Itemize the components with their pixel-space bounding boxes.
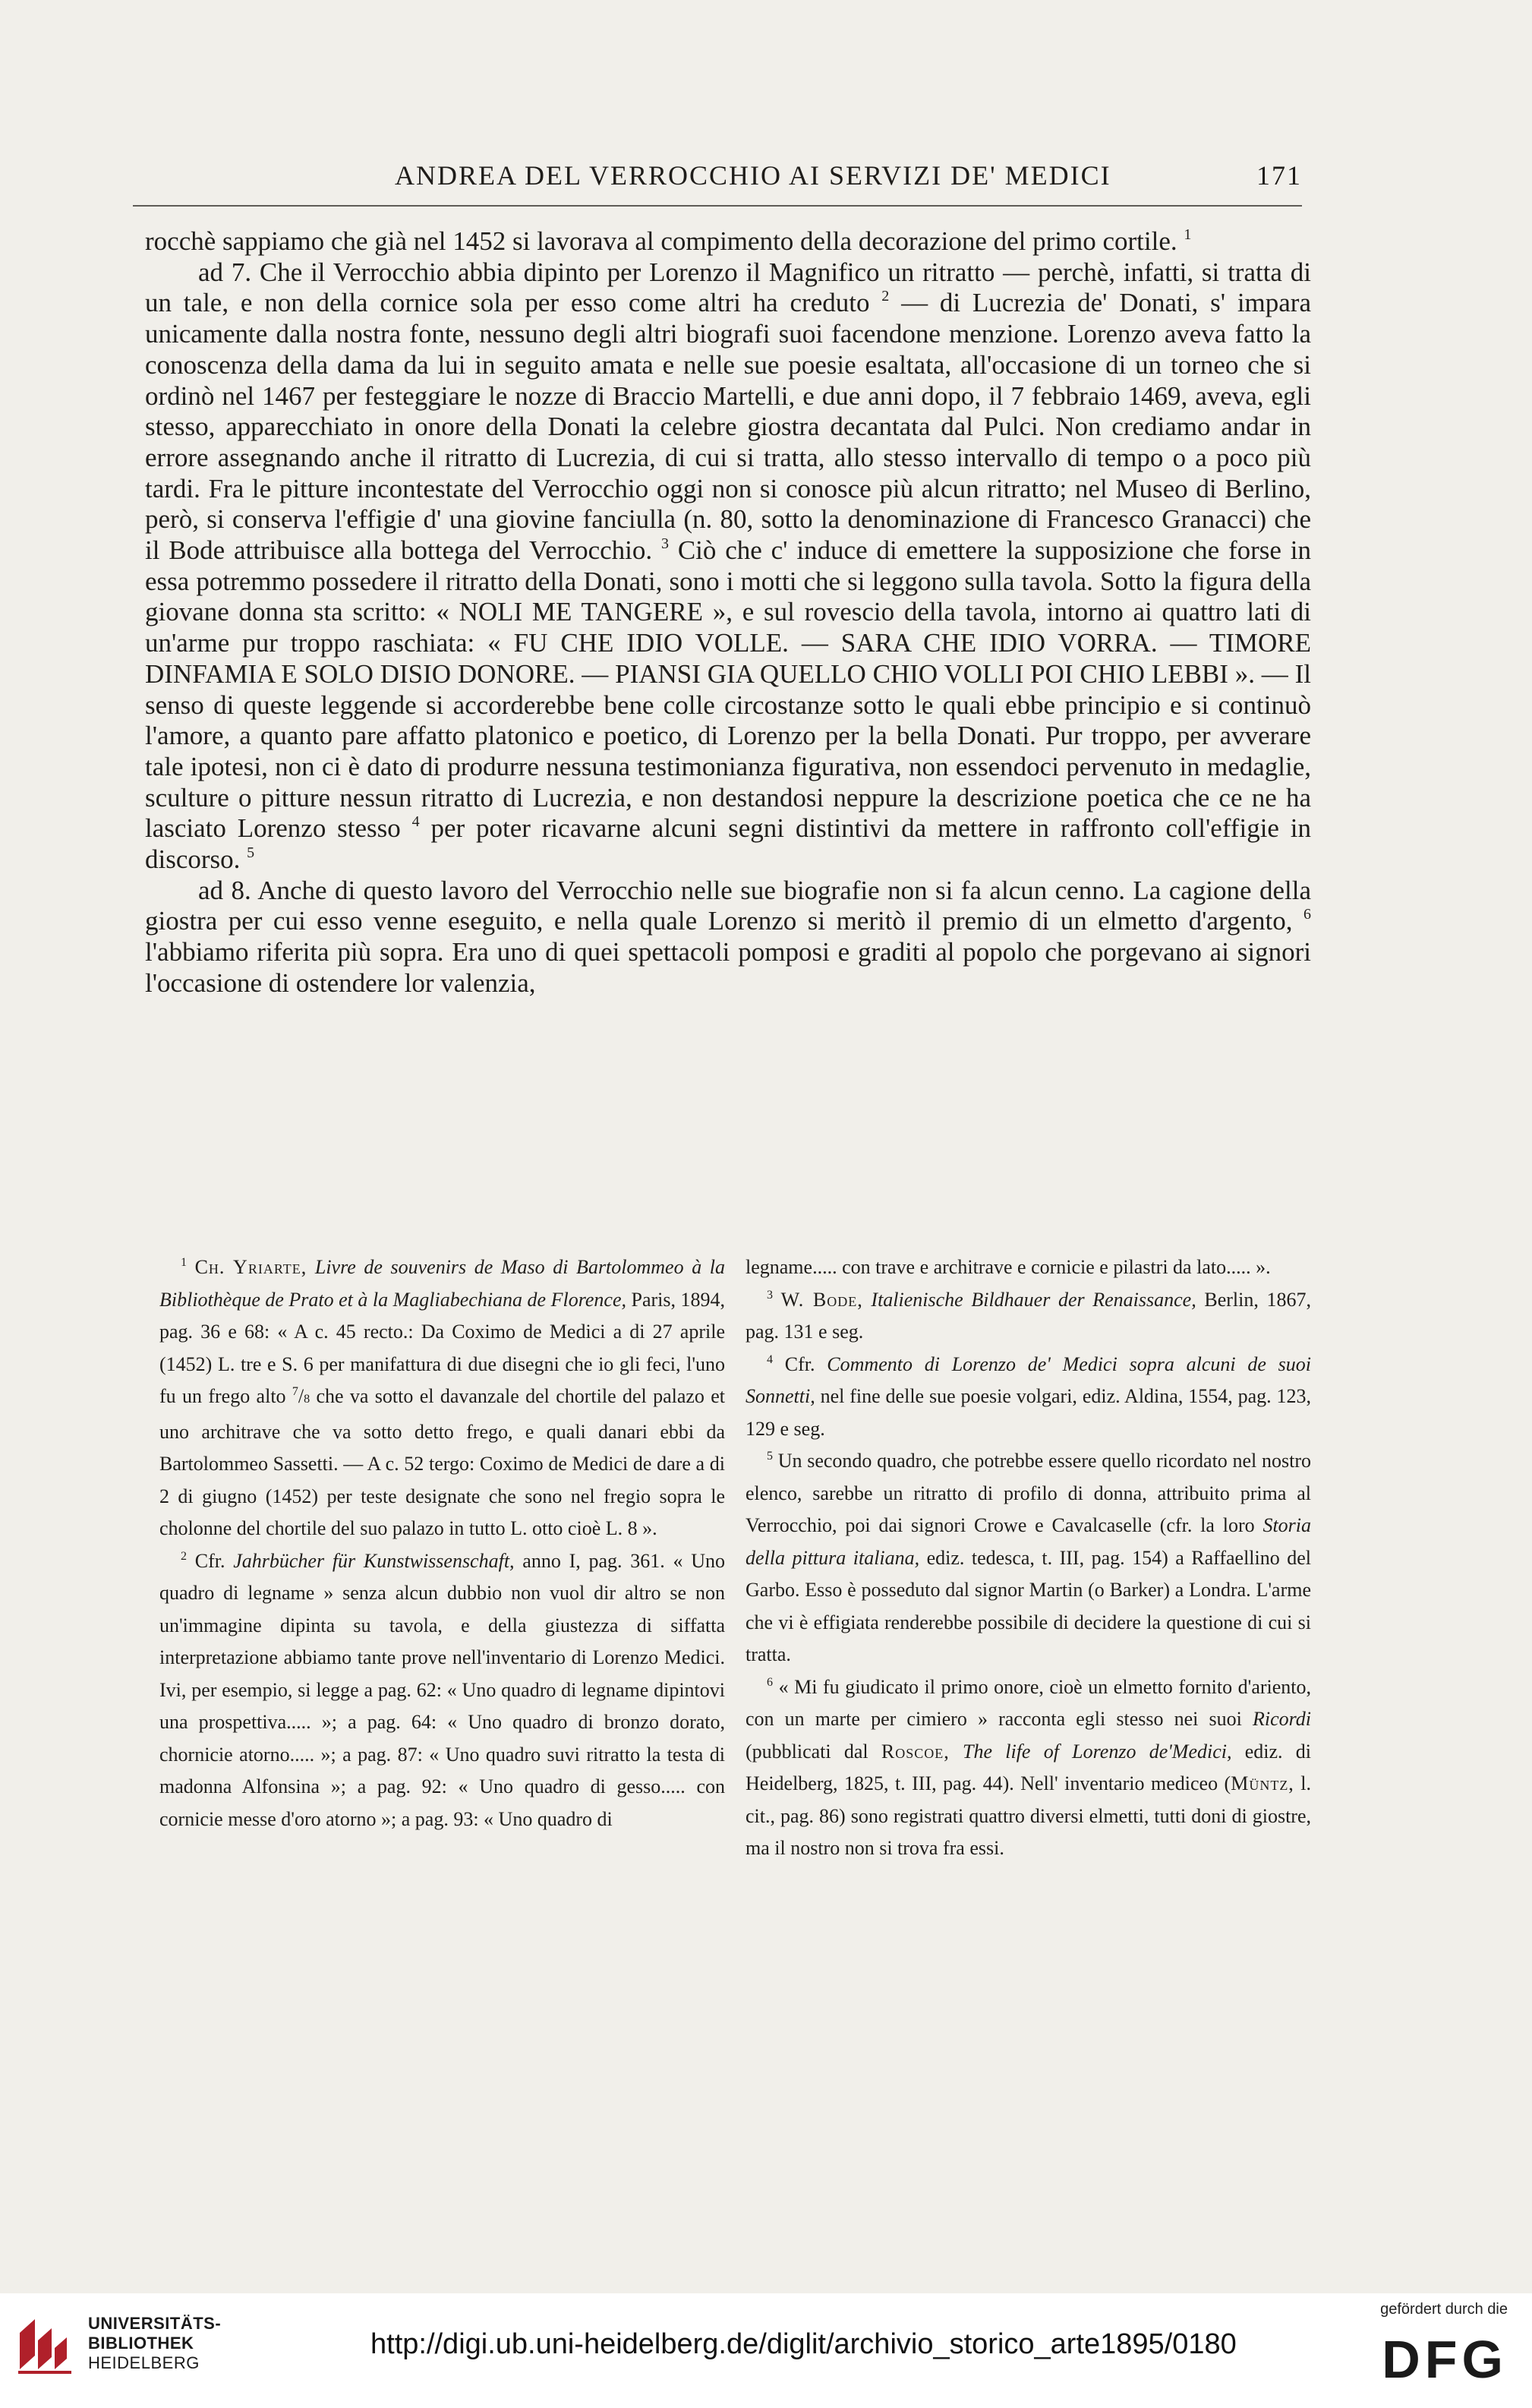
footnote-4 [746,1349,1311,1446]
footnotes-right-column [746,1251,1311,1865]
fraction-numerator: 7 [292,1385,298,1398]
footnote-2-continued [746,1251,1311,1284]
footnote-text: (pubblicati dal [746,1740,868,1763]
footnote-text: Berlin, 1867, pag. 131 e seg. [746,1288,1311,1343]
paragraph-3 [145,876,1311,999]
footnote-author: Müntz, [1231,1772,1294,1794]
footnote-3 [746,1284,1311,1349]
footnote-mark: 4 [767,1352,773,1366]
footnote-text: Cfr. [194,1549,225,1572]
footnote-text: « Mi fu giudicato il primo onore, cioè un elmetto fornito d'ariento, con un marte per cimiero » racconta egli stesso nei suoi [746,1675,1312,1730]
footnote-text: legname..... con trave e architrave e cornicie e pilastri da lato..... ». [746,1256,1271,1278]
footnote-author: Ch. Yriarte, [194,1256,307,1278]
footnote-title: Commento di Lorenzo de' Medici sopra alcuni de suoi Sonnetti, [746,1352,1312,1407]
note-ref[interactable]: 6 [1303,906,1312,923]
page-number: 171 [1256,160,1302,191]
paragraph-text: ad 8. Anche di questo lavoro del Verrocchio nelle sue biografie non si fa alcun cenno. La cagione della giostra per cui esso venne eseguito, e nella quale Lorenzo si meritò il premio di un elmetto d'argento, [145,875,1311,936]
footnote-title: The life of Lorenzo de'Medici, [963,1740,1232,1763]
paragraph-text: per poter ricavarne alcuni segni distintivi da mettere in raffronto coll'effigie in discorso. [145,813,1312,875]
footnote-text: che va sotto el davanzale del chortile del palazo et uno architrave che va sotto detto frego, e quali danari ebbi da Bartolommeo Sassetti. — A c. 52 tergo: Coximo de Medici de dare a di 2 di giugno (1452) per teste designate che sono nel fregio sopra le cholonne del chortile del suo palazo in tutto L. otto cioè L. 8 ». [159,1385,726,1539]
footnote-title: Italienische Bildhauer der Renaissance, [871,1288,1196,1311]
paragraph-text: — di Lucrezia de' Donati, s' impara unicamente dalla nostra fonte, nessuno degli altri biografi suoi facendone menzione. Lorenzo aveva fatto la conoscenza della dama da lui in seguito amata e nelle sue poesie esaltata, all'occasione di un torneo che si ordinò nel 1467 per festeggiare le nozze di Braccio Martelli, e due anni dopo, il 7 febbraio 1469, aveva, egli stesso, apparecchiato in onore della Donati la celebre giostra decantata dal Pulci. Non crediamo andar in errore assegnando anche il ritratto di Lucrezia, di cui si tratta, allo stesso intervallo di tempo o a poco più tardi. Fra le pitture incontestate del Verrocchio oggi non si conosce più alcun ritratto; nel Museo di Berlino, però, si conserva l'effigie d' una giovine fanciulla (n. 80, sotto la denominazione di Francesco Granacci) che il Bode attribuisce alla bottega del Verrocchio. [145,288,1312,566]
fraction-denominator: 8 [304,1393,310,1406]
footnote-author: Roscoe, [881,1740,950,1763]
library-name [88,2314,221,2373]
footnote-2 [159,1545,725,1836]
main-text [145,226,1311,999]
permalink-url[interactable]: http://digi.ub.uni-heidelberg.de/diglit/archivio_storico_arte1895/0180 [370,2328,1237,2360]
footnote-text: ediz. di Heidelberg, 1825, t. III, pag. 44). Nell' inventario mediceo ( [746,1740,1312,1794]
footnote-1: $^1$ Ch. Yriarte, Livre de souvenirs de Maso di Bartolommeo à la Bibliothèque de Prato et à la Magliabechiana de Florence, Paris, 1894, pag. 36 e 68: « A c. 45 recto.: Da Coximo de Medici a di 27 aprile (1452) L. tre e S. 6 per manifattura di due disegni che io gli feci, l'uno fu un frego alto $^7$/8 che va sotto el davanzale del chortile del palazo et uno architrave che va sotto detto frego, e quali danari ebbi da Bartolommeo Sassetti. — A c. 52 tergo: Coximo de Medici de dare a di 2 di giugno (1452) per teste designate che sono nel fregio sopra le cholonne del chortile del suo palazo in tutto L. otto cioè L. 8 ». [159,1256,726,1539]
footnote-title: Storia della pittura italiana, [746,1514,1312,1569]
footnote-mark: 3 [767,1288,773,1302]
footnote-text: ediz. tedesca, t. III, pag. 154) a Raffaellino del Garbo. Esso è posseduto dal signor Martin (o Barker) a Londra. L'arme che vi è effigiata renderebbe possibile di decidere la questione di cui si tratta. [746,1546,1311,1665]
running-title: ANDREA DEL VERROCCHIO AI SERVIZI DE' MEDICI [395,160,1111,191]
note-ref[interactable]: 5 [247,844,255,862]
note-ref[interactable]: 1 [1184,226,1192,243]
footnote-author: W. Bode, [780,1288,863,1311]
footnote-6 [746,1671,1311,1865]
footnote-text: Un secondo quadro, che potrebbe essere quello ricordato nel nostro elenco, sarebbe un ritratto di profilo di donna, attribuito prima al Verrocchio, poi dai signori Crowe e Cavalcaselle (cfr. la loro [746,1450,1311,1536]
footnote-text: Cfr. [784,1352,815,1375]
note-ref[interactable]: 2 [881,288,890,305]
footnote-5 [746,1445,1311,1671]
footnote-mark: 6 [767,1675,773,1689]
sponsor-note: gefördert durch die [1380,2301,1508,2318]
university-library-logo-icon [12,2310,80,2378]
footnote-title: Jahrbücher für Kunstwissenschaft, [233,1549,515,1572]
paragraph-text: ad 7. Che il Verrocchio abbia dipinto per Lorenzo il Magnifico un ritratto — perchè, infatti, si tratta di un tale, e non della cornice sola per esso come altri ha creduto [145,257,1311,318]
footnote-text: anno I, pag. 361. « Uno quadro di legname » senza alcun dubbio non vuol dir altro se non un'immagine dipinta su tavola, e della giustezza di siffatta interpretazione abbiamo tante prove nell'inventario di Lorenzo Medici. Ivi, per esempio, si legge a pag. 62: « Uno quadro di legname dipintovi una prospettiva..... »; a pag. 64: « Uno quadro di bronzo dorato, chornicie atorno..... »; a pag. 87: « Uno quadro suvi ritratto la testa di madonna Alfonsina »; a pag. 92: « Uno quadro di gesso..... con cornicie messe d'oro atorno »; a pag. 93: « Uno quadro di [159,1549,726,1830]
paragraph-text: Ciò che c' induce di emettere la supposizione che forse in essa potremmo possedere il ritratto della Donati, sono i motti che si leggono sulla tavola. Sotto la figura della giovane donna sta scritto: « NOLI ME TANGERE », e sul rovescio della tavola, intorno ai quattro lati di un'arme pur troppo raschiata: « FU CHE IDIO VOLLE. — SARA CHE IDIO VORRA. — TIMORE DINFAMIA E SOLO DISIO DONORE. — PIANSI GIA QUELLO CHIO VOLLI POI CHIO LEBBI ». — Il senso di queste leggende si accorderebbe bene colle circostanze sotto le quali ebbe principio e si continuò l'amore, a quanto pare affatto platonico e poetico, di Lorenzo per la bella Donati. Pur troppo, per avverare tale ipotesi, non ci è dato di produrre nessuna testimonianza figurativa, non essendoci pervenuto in medaglie, sculture o pitture nessun ritratto di Lucrezia, e non destandosi neppure la descrizione poetica che ce ne ha lasciato Lorenzo stesso [145,535,1311,844]
library-name-line: UNIVERSITÄTS- [88,2314,222,2333]
note-ref[interactable]: 4 [411,813,420,831]
paragraph-1 [145,226,1311,257]
note-ref[interactable]: 3 [660,535,669,553]
library-name-line: HEIDELBERG [88,2353,200,2372]
footnote-mark: 2 [181,1549,187,1563]
paragraph-2 [145,257,1311,876]
running-header [133,156,1302,199]
paragraph-text: rocchè sappiamo che già nel 1452 si lavorava al compimento della decorazione del primo cortile. [145,226,1177,256]
library-name-line: BIBLIOTHEK [88,2334,194,2353]
digitization-footer [0,2293,1532,2408]
dfg-logo: DFG [1382,2330,1508,2389]
footnote-text: nel fine delle sue poesie volgari, ediz. Aldina, 1554, pag. 123, 129 e seg. [746,1385,1311,1440]
header-rule [133,205,1302,207]
footnote-text: Paris, 1894, pag. 36 e 68: « A c. 45 recto.: Da Coximo de Medici a di 27 aprile (1452) L. tre e S. 6 per manifattura di due disegni che io gli feci, l'uno fu un frego alto [159,1288,726,1407]
footnote-mark: 5 [767,1450,773,1463]
footnote-mark: 1 [181,1256,187,1269]
footnote-title: Livre de souvenirs de Maso di Bartolommeo à la Bibliothèque de Prato et à la Magliabechiana de Florence, [159,1256,726,1311]
footnote-title: Ricordi [1252,1708,1311,1730]
paragraph-text: l'abbiamo riferita più sopra. Era uno di quei spettacoli pomposi e graditi al popolo che porgevano ai signori l'occasione di ostendere lor valenzia, [145,937,1311,998]
footnotes-left-column [159,1251,725,1835]
footnote-text: l. cit., pag. 86) sono registrati quattro diversi elmetti, tutti doni di giostre, ma il nostro non si trova fra essi. [746,1772,1312,1859]
